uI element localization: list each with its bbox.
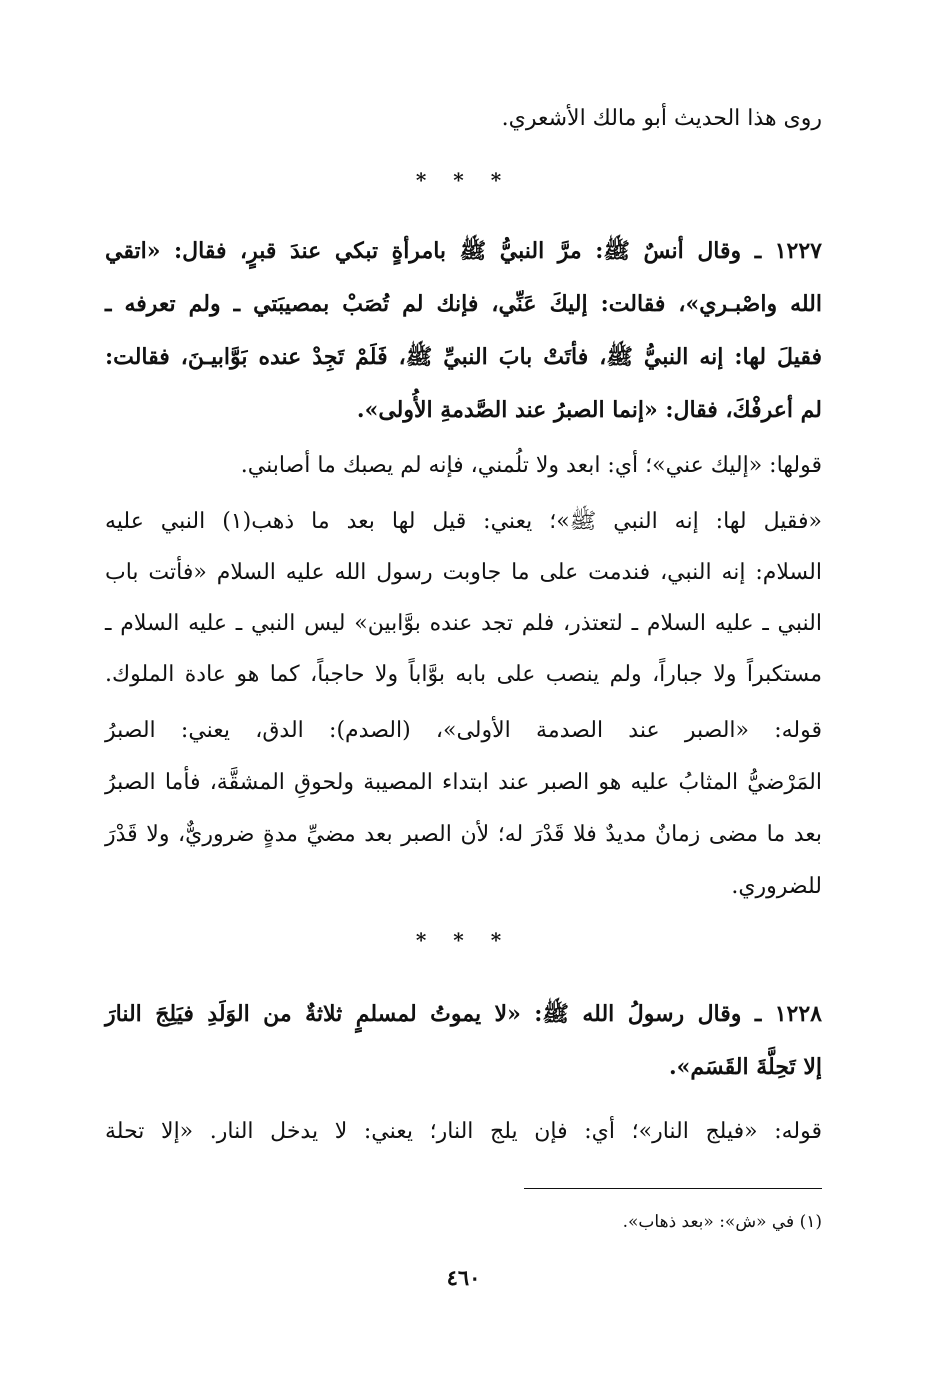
commentary-line: بعد ما مضى زمانٌ مديدٌ فلا قَدْرَ له؛ لأن الصبر بعد مضيِّ مدةٍ ضروريٌّ، ولا قَدْرَ [105,822,822,847]
commentary-line: مستكبراً ولا جباراً، ولم ينصب على بابه بوَّاباً ولا حاجباً، كما هو عادة الملوك. [105,662,822,687]
commentary-line: المَرْضيُّ المثابُ عليه هو الصبر عند ابتداء المصيبة ولحوقِ المشقَّة، فأما الصبرُ [105,770,822,795]
section-separator: * * * [415,928,512,952]
hadith-line: ١٢٢٨ ـ وقال رسولُ الله ﷺ: «لا يموتُ لمسلمٍ ثلاثةٌ من الوَلَدِ فيَلِجَ النارَ [105,1001,822,1027]
page-body [105,0,822,1377]
text-line: روى هذا الحديث أبو مالك الأشعري. [501,106,822,131]
commentary-line: قوله: «الصبر عند الصدمة الأولى»، (الصدم): الدق، يعني: الصبرُ [105,718,822,743]
commentary-line: قولها: «إليك عني»؛ أي: ابعد ولا تلُمني، فإنه لم يصبك ما أصابني. [240,453,822,478]
hadith-line: ١٢٢٧ ـ وقال أنسٌ ﷺ: مرَّ النبيُّ ﷺ بامرأةٍ تبكي عندَ قبرٍ، فقال: «اتقي [105,238,822,264]
hadith-line: إلا تَحِلَّةَ القَسَم». [668,1054,822,1080]
section-separator: * * * [415,168,512,192]
commentary-line: «فقيل لها: إنه النبي ﷺ»؛ يعني: قيل لها بعد ما ذهب(١) النبي عليه [105,509,822,534]
hadith-line: لم أعرفْكَ، فقال: «إنما الصبرُ عند الصَّدمةِ الأُولى». [356,397,822,423]
hadith-line: الله واصْبـري»، فقالت: إليكَ عَنِّي، فإنك لم تُصَبْ بمصيبَتي ـ ولم تعرفه ـ [105,291,822,317]
footnote: (١) في «ش»: «بعد ذهاب». [622,1212,822,1232]
commentary-line: النبي ـ عليه السلام ـ لتعتذر، فلم تجد عنده بوَّابين» ليس النبي ـ عليه السلام ـ [105,611,822,636]
commentary-line: قوله: «فيلج النار»؛ أي: فإن يلج النار؛ يعني: لا يدخل النار. «إلا تحلة [105,1119,822,1144]
commentary-line: السلام: إنه النبي، فندمت على ما جاوبت رسول الله عليه السلام «فأتت باب [105,560,822,585]
page-number: ٤٦٠ [446,1265,481,1290]
hadith-line: فقيلَ لها: إنه النبيُّ ﷺ، فأتَتْ بابَ النبيِّ ﷺ، فَلَمْ تَجِدْ عنده بَوَّابيـنَ، فقالت: [105,344,822,370]
commentary-line: للضروري. [731,874,822,899]
footnote-divider [524,1188,822,1189]
